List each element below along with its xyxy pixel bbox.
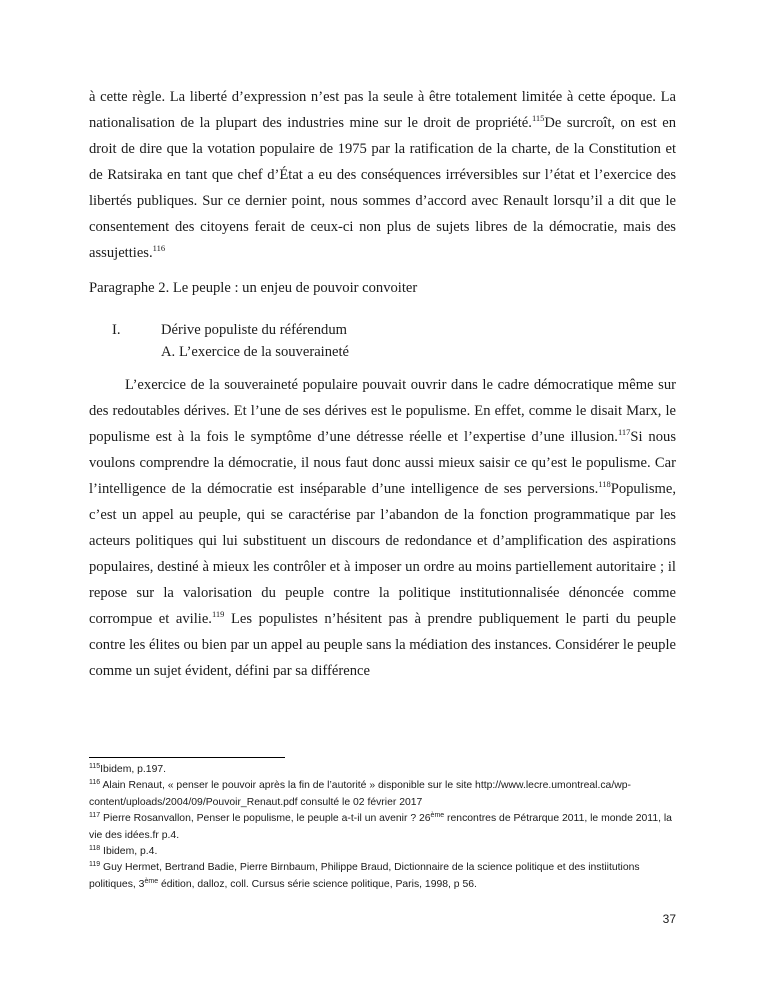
footnote-ref-119[interactable]: 119 xyxy=(211,609,225,619)
footnote-text[interactable]: Alain Renaut, « penser le pouvoir après la fin de l’autorité » disponible sur le site http://www.lecre.umontreal.ca/wp-content/uploads/2004/09/Pouvoir_Renaut.pdf consulté le 02 février 2017 xyxy=(89,780,631,808)
roman-heading-text: Dérive populiste du référendum xyxy=(161,322,348,338)
ordinal-suffix: ème xyxy=(144,877,159,885)
roman-numeral: I. xyxy=(112,322,121,338)
paragraph-2 xyxy=(89,372,676,684)
paragraph-1-text-b: De surcroît, on est en droit de dire que la votation populaire de 1975 par la ratification de la charte, de la Constitution et de Ratsiraka en tant que chef d’État a eu des conséquences irréversibles sur l’état et l’exercice des libertés publiques. Sur ce dernier point, nous sommes d’accord avec Renault lorsqu’il a dit que le consentement des citoyens ferait de ceux-ci non plus de sujets libres de la démocratie, mais des assujetties. xyxy=(89,115,676,261)
paragraph-2-text-d: Les populistes n’hésitent pas à prendre publiquement le parti du peuple contre les élites ou bien par un appel au peuple sans la médiation des instances. Considérer le peuple comme un sujet évident, défini par sa différence xyxy=(89,611,676,679)
footnote-117 xyxy=(89,811,679,844)
letter-heading-text: L’exercice de la souveraineté xyxy=(179,344,350,360)
footnote-ref-115[interactable]: 115 xyxy=(531,113,545,123)
footnote-ref-116[interactable]: 116 xyxy=(152,243,166,253)
footnote-text: édition, dalloz, coll. Cursus série science politique, Paris, 1998, p 56. xyxy=(158,878,477,890)
footnote-ref-117[interactable]: 117 xyxy=(617,427,631,437)
footnote-text: Ibidem, p.4. xyxy=(100,846,158,858)
paragraph-1 xyxy=(89,84,676,266)
page-number: 37 xyxy=(662,912,676,926)
footnote-116 xyxy=(89,778,679,811)
letter-label: A. xyxy=(161,344,176,360)
footnote-text: rencontres de Pétrarque 2011, le monde 2011, la vie des idées.fr p.4. xyxy=(89,813,672,841)
footnote-number: 117 xyxy=(89,812,101,820)
section-heading-letter-a xyxy=(161,341,676,363)
footnote-text: Guy Hermet, Bertrand Badie, Pierre Birnbaum, Philippe Braud, Dictionnaire de la science politique et des instiitutions politiques, 3 xyxy=(89,862,640,890)
footnote-number: 116 xyxy=(89,779,101,787)
footnote-ref-118[interactable]: 118 xyxy=(598,479,611,489)
footnote-number: 118 xyxy=(89,845,101,853)
footnote-number: 119 xyxy=(89,861,101,869)
paragraph-2-text-c: Populisme, c’est un appel au peuple, qui se caractérise par l’abandon de la fonction programmatique par les acteurs politiques qui lui substituent un discours de redondance et d’amplification des aspirations populaires, destiné à mieux les contrôler et à imposer un ordre au moins partiellement autoritaire ; il repose sur la valorisation du peuple contre la politique institutionnalisée dénoncée comme corrompue et avilie. xyxy=(89,481,676,627)
footnote-119 xyxy=(89,860,679,893)
paragraph-2-text-b: Si nous voulons comprendre la démocratie, il nous faut donc aussi mieux saisir ce qu’est le populisme. Car l’intelligence de la démocratie est inséparable d’une intelligence de ses perversions. xyxy=(89,429,676,497)
footnotes xyxy=(89,762,679,893)
footnote-118 xyxy=(89,844,679,860)
paragraph-2-text-a: L’exercice de la souveraineté populaire pouvait ouvrir dans le cadre démocratique même sur des redoutables dérives. Et l’une de ses dérives est le populisme. En effet, comme le disait Marx, le populisme est à la fois le symptôme d’une détresse réelle et l’expertise d’une illusion. xyxy=(89,377,676,445)
footnote-number: 115 xyxy=(89,763,101,770)
page-body xyxy=(89,84,676,684)
footnote-text: Pierre Rosanvallon, Penser le populisme, le peuple a-t-il un avenir ? 26 xyxy=(100,813,431,825)
footnote-separator xyxy=(89,757,285,758)
footnote-115 xyxy=(89,762,679,778)
section-heading-paragraph-2: Paragraphe 2. Le peuple : un enjeu de pouvoir convoiter xyxy=(89,280,418,296)
footnote-text: Ibidem, p.197. xyxy=(100,764,167,775)
ordinal-suffix: ème xyxy=(430,812,445,820)
paragraph-1-text-a: à cette règle. La liberté d’expression n’est pas la seule à être totalement limitée à cette époque. La nationalisation de la plupart des industries mine sur le droit de propriété. xyxy=(89,89,676,131)
section-heading-roman-1 xyxy=(89,317,676,343)
